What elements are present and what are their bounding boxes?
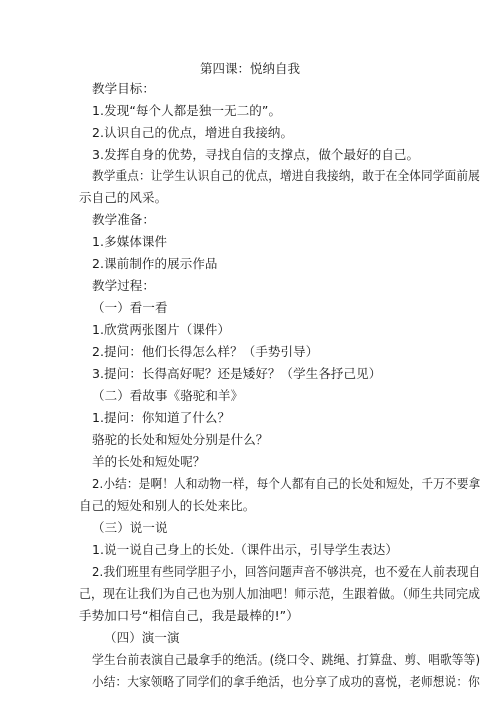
page-title: 第四课：悦纳自我 <box>199 61 300 76</box>
text-line: 自己的短处和别人的长处来比。 <box>79 498 256 513</box>
text-line: 2.小结：是啊！人和动物一样，每个人都有自己的长处和短处，千万不要拿 <box>92 476 481 491</box>
text-line: 2.课前制作的展示作品 <box>92 256 218 271</box>
text-line: 2.提问：他们长得怎么样？（手势引导） <box>92 344 319 359</box>
text-line: 手势加口号“相信自己，我是最棒的!”） <box>79 608 299 623</box>
text-line: 1.提问：你知道了什么？ <box>92 410 231 425</box>
text-line: （四）演一演 <box>104 630 180 645</box>
text-line: 教学重点：让学生认识自己的优点，增进自我接纳，敢于在全体同学面前展 <box>92 168 480 183</box>
text-line: 教学准备： <box>92 212 156 227</box>
text-line: 羊的长处和短处呢？ <box>92 454 206 469</box>
text-line: 1.发现“每个人都是独一无二的”。 <box>92 103 282 118</box>
text-line: 1.说一说自己身上的长处.（课件出示，引导学生表达） <box>92 542 399 557</box>
text-line: 2.我们班里有些同学胆子小，回答问题声音不够洪亮，也不爱在人前表现自 <box>92 564 481 579</box>
text-line: 1.多媒体课件 <box>92 234 168 249</box>
text-line: 3.提问：长得高好呢？还是矮好？（学生各抒己见） <box>92 366 382 381</box>
text-line: 小结：大家领略了同学们的拿手绝活，也分享了成功的喜悦，老师想说：你 <box>92 674 480 689</box>
text-line: 教学过程： <box>92 278 156 293</box>
text-line: 示自己的风采。 <box>79 190 168 205</box>
text-line: （二）看故事《骆驼和羊》 <box>92 388 244 403</box>
text-line: 骆驼的长处和短处分别是什么？ <box>92 432 269 447</box>
text-line: 己，现在让我们为自己也为别人加油吧！师示范，生跟着做。（师生共同完成 <box>79 586 481 601</box>
text-line: 2.认识自己的优点，增进自我接纳。 <box>92 125 294 140</box>
text-line: 学生台前表演自己最拿手的绝活。(绕口令、跳绳、打算盘、剪、唱歌等等) <box>92 652 481 667</box>
text-line: 教学目标： <box>92 81 156 96</box>
text-line: 1.欣赏两张图片（课件） <box>92 322 231 337</box>
text-line: （一）看一看 <box>92 300 168 315</box>
text-line: （三）说一说 <box>92 520 168 535</box>
text-line: 3.发挥自身的优势，寻找自信的支撑点，做个最好的自己。 <box>92 147 420 162</box>
